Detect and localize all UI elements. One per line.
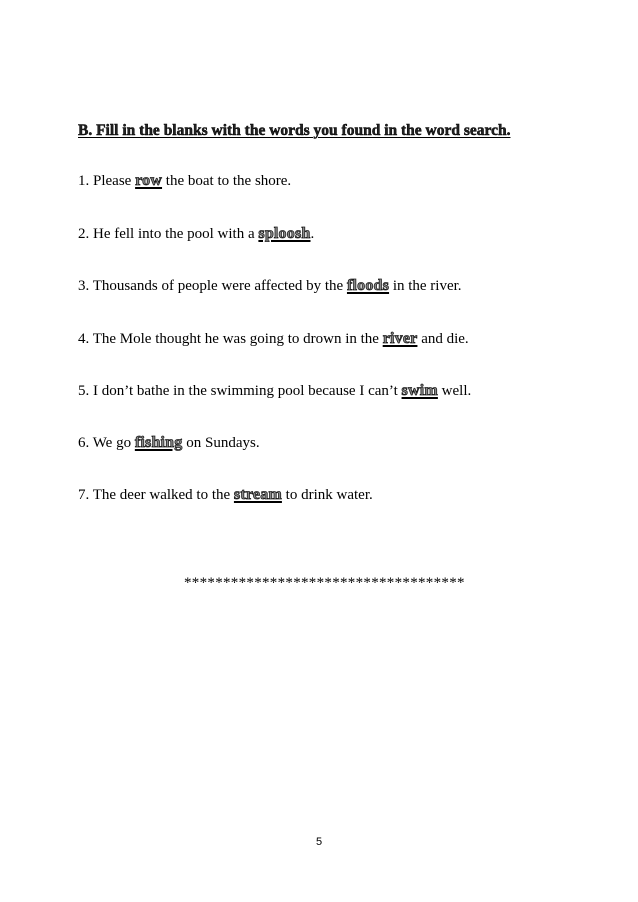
page-number: 5 [315,836,323,848]
sentence-text-before: 6. We go [78,435,135,451]
sentence-text-after: in the river. [389,278,462,294]
answer-word: swim [401,382,438,399]
answer-word: floods [346,277,390,294]
sentence-text-after: and die. [417,331,469,347]
sentence-text-after: well. [437,383,472,399]
sentence-text-after: to drink water. [281,487,373,503]
sentence-text-after: . [310,226,315,242]
sentence-2 [78,225,314,243]
sentence-text-before: 3. Thousands of people were affected by the [78,278,347,294]
sentence-1 [78,172,291,190]
answer-word: row [135,172,163,189]
answer-word: sploosh [258,225,311,242]
sentence-3 [78,277,462,295]
answer-word: stream [233,486,282,503]
sentence-text-before: 7. The deer walked to the [78,487,234,503]
sentence-text-after: on Sundays. [182,435,260,451]
sentence-4 [78,330,469,348]
sentence-6 [78,434,260,452]
sentence-text-after: the boat to the shore. [162,173,292,189]
separator-line: ************************************ [184,575,465,591]
section-heading: B. Fill in the blanks with the words you found in the word search. [78,122,511,139]
sentence-7 [78,486,373,504]
sentence-text-before: 4. The Mole thought he was going to drown in the [78,331,383,347]
answer-word: river [382,330,418,347]
answer-word: fishing [134,434,183,451]
sentence-text-before: 2. He fell into the pool with a [78,226,259,242]
sentence-5 [78,382,471,400]
sentence-text-before: 5. I don’t bathe in the swimming pool because I can’t [78,383,402,399]
sentence-text-before: 1. Please [78,173,136,189]
